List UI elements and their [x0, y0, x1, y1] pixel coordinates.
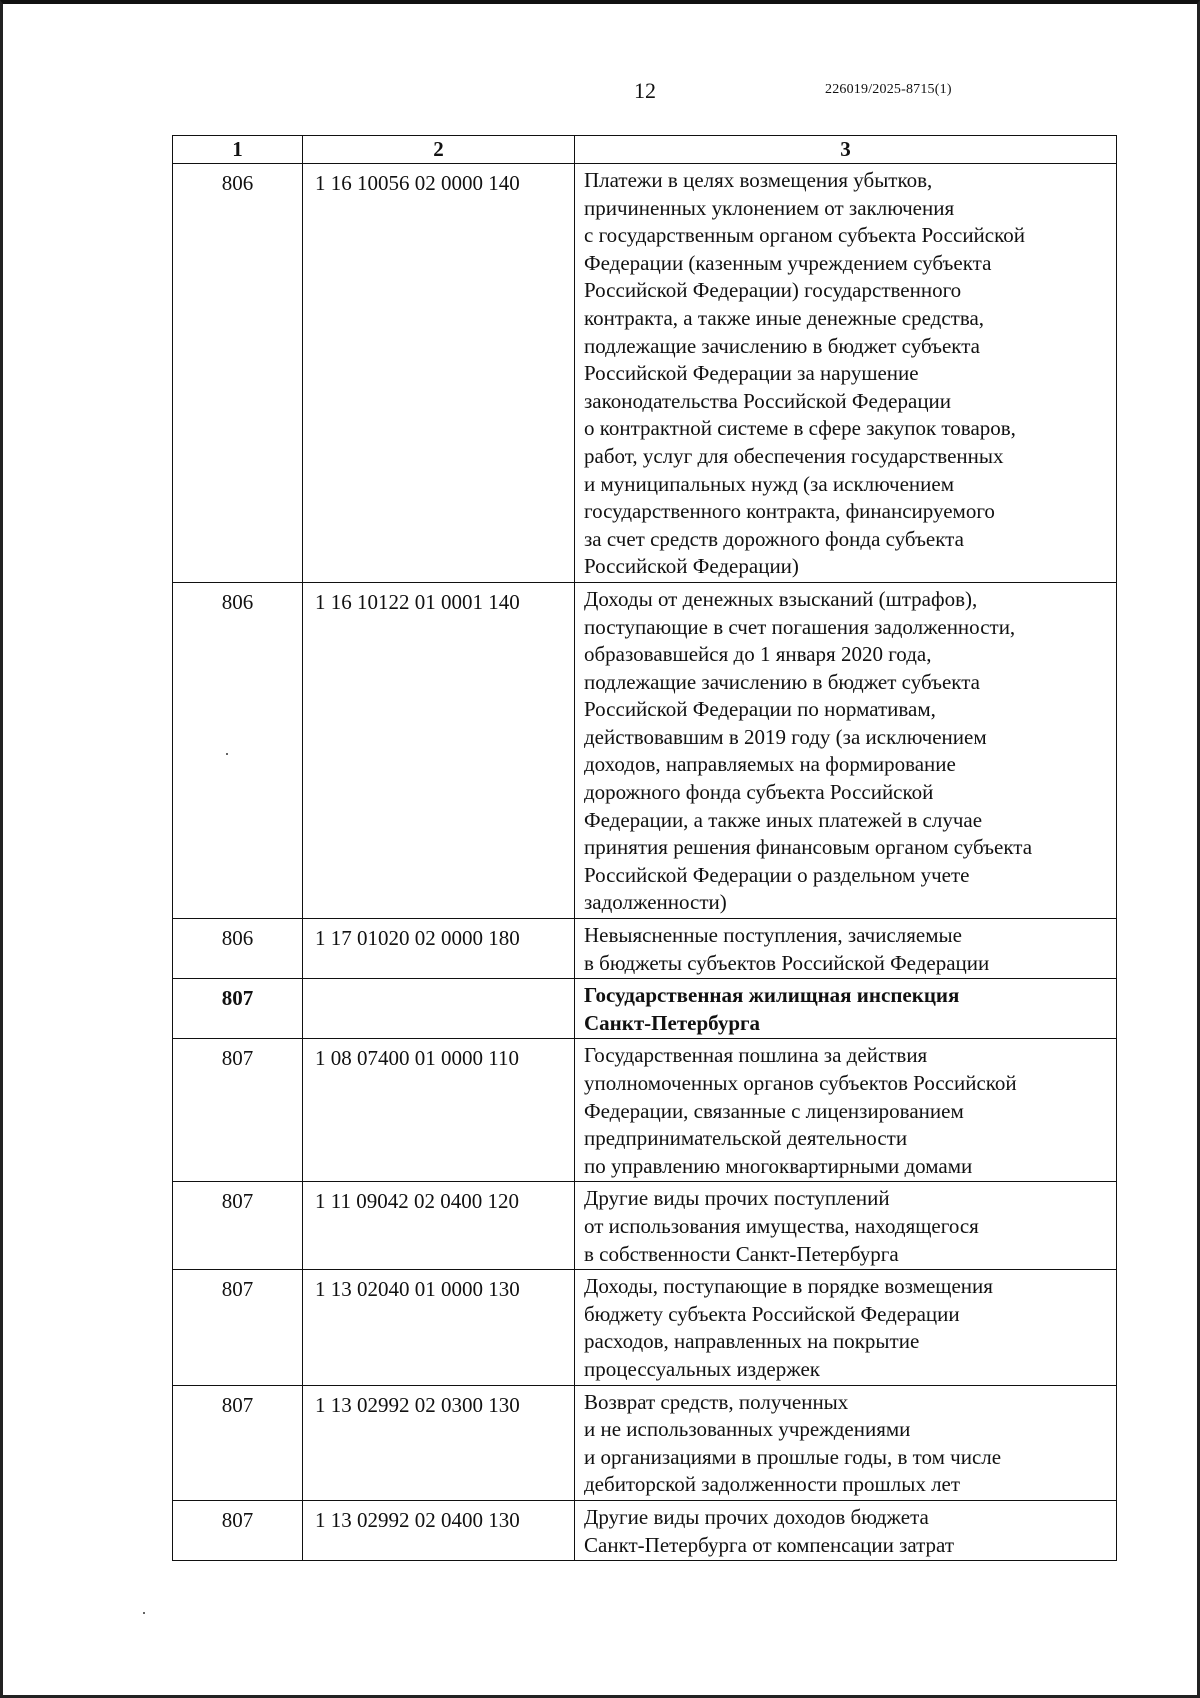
budget-classification-code-cell: 1 13 02992 02 0300 130	[303, 1385, 575, 1500]
description-line: в бюджеты субъектов Российской Федерации	[584, 950, 990, 975]
department-code-cell: 807	[173, 1500, 303, 1560]
description-line: Федерации, а также иных платежей в случае	[584, 807, 983, 832]
description-line: дебиторской задолженности прошлых лет	[584, 1472, 961, 1497]
table-row	[173, 1500, 1117, 1560]
revenue-description-cell	[575, 919, 1117, 979]
description-line: в собственности Санкт-Петербурга	[584, 1241, 899, 1266]
revenue-description-cell	[575, 1039, 1117, 1182]
description-line: задолженности)	[584, 890, 727, 915]
description-line: Доходы от денежных взысканий (штрафов),	[584, 586, 978, 611]
department-code-cell: 807	[173, 1039, 303, 1182]
description-line: образовавшейся до 1 января 2020 года,	[584, 642, 932, 667]
description-line: бюджету субъекта Российской Федерации	[584, 1301, 960, 1326]
page-number: 12	[634, 78, 656, 103]
description-line: с государственным органом субъекта Российской	[584, 223, 1025, 248]
table-row	[173, 1182, 1117, 1270]
description-line: Доходы, поступающие в порядке возмещения	[584, 1274, 993, 1299]
description-line: законодательства Российской Федерации	[584, 388, 952, 413]
department-code-cell: 807	[173, 1385, 303, 1500]
description-line: контракта, а также иные денежные средства,	[584, 305, 985, 330]
description-line: Российской Федерации) государственного	[584, 278, 962, 303]
description-line: дорожного фонда субъекта Российской	[584, 780, 934, 805]
scan-speck	[226, 753, 228, 755]
revenue-description-cell	[575, 1500, 1117, 1560]
description-line: от использования имущества, находящегося	[584, 1213, 979, 1238]
table-row	[173, 979, 1117, 1039]
budget-codes-table	[172, 135, 1117, 1561]
revenue-description-cell	[575, 1270, 1117, 1385]
budget-classification-code-cell: 1 17 01020 02 0000 180	[303, 919, 575, 979]
description-line: и не использованных учреждениями	[584, 1417, 911, 1442]
budget-codes-table-container	[172, 135, 1116, 1561]
budget-classification-code-cell: 1 11 09042 02 0400 120	[303, 1182, 575, 1270]
table-body	[173, 164, 1117, 1561]
description-line: предпринимательской деятельности	[584, 1126, 908, 1151]
description-line: за счет средств дорожного фонда субъекта	[584, 526, 964, 551]
column-header-2: 2	[303, 136, 575, 164]
department-code-cell: 806	[173, 582, 303, 918]
table-header-row	[173, 136, 1117, 164]
description-line: Платежи в целях возмещения убытков,	[584, 168, 933, 192]
description-line: государственного контракта, финансируемого	[584, 499, 995, 524]
description-line: Российской Федерации о раздельном учете	[584, 862, 970, 887]
description-line: доходов, направляемых на формирование	[584, 752, 956, 777]
description-line: Возврат средств, полученных	[584, 1389, 849, 1414]
description-line: причиненных уклонением от заключения	[584, 195, 955, 220]
description-line: о контрактной системе в сфере закупок товаров,	[584, 416, 1016, 441]
table-row	[173, 1039, 1117, 1182]
budget-classification-code-cell	[303, 979, 575, 1039]
description-line: Российской Федерации по нормативам,	[584, 697, 936, 722]
description-line: Государственная пошлина за действия	[584, 1043, 928, 1068]
budget-classification-code-cell: 1 16 10056 02 0000 140	[303, 164, 575, 583]
budget-classification-code-cell: 1 16 10122 01 0001 140	[303, 582, 575, 918]
table-row	[173, 582, 1117, 918]
description-line: работ, услуг для обеспечения государственных	[584, 443, 1004, 468]
description-line: подлежащие зачислению в бюджет субъекта	[584, 333, 980, 358]
document-reference: 226019/2025-8715(1)	[825, 82, 952, 97]
description-line: и муниципальных нужд (за исключением	[584, 471, 954, 496]
scan-speck	[143, 1612, 145, 1614]
department-code-cell: 807	[173, 1270, 303, 1385]
department-code-cell: 807	[173, 1182, 303, 1270]
department-code-cell: 806	[173, 164, 303, 583]
description-line: и организациями в прошлые годы, в том числе	[584, 1444, 1002, 1469]
budget-classification-code-cell: 1 13 02992 02 0400 130	[303, 1500, 575, 1560]
description-line: Невыясненные поступления, зачисляемые	[584, 923, 962, 948]
department-code-cell: 806	[173, 919, 303, 979]
description-line: подлежащие зачислению в бюджет субъекта	[584, 669, 980, 694]
table-row	[173, 164, 1117, 583]
description-line: расходов, направленных на покрытие	[584, 1329, 920, 1354]
description-line: Российской Федерации за нарушение	[584, 361, 919, 386]
revenue-description-cell	[575, 164, 1117, 583]
revenue-description-cell	[575, 582, 1117, 918]
description-line: принятия решения финансовым органом субъекта	[584, 835, 1033, 860]
column-header-3: 3	[575, 136, 1117, 164]
description-line: Санкт-Петербурга	[584, 1010, 761, 1035]
column-header-1: 1	[173, 136, 303, 164]
revenue-description-cell	[575, 979, 1117, 1039]
table-row	[173, 1270, 1117, 1385]
description-line: Санкт-Петербурга от компенсации затрат	[584, 1532, 955, 1557]
description-line: Российской Федерации)	[584, 554, 799, 579]
description-line: Другие виды прочих доходов бюджета	[584, 1504, 929, 1529]
table-row	[173, 919, 1117, 979]
description-line: Федерации (казенным учреждением субъекта	[584, 250, 992, 275]
description-line: уполномоченных органов субъектов Российской	[584, 1071, 1017, 1095]
description-line: процессуальных издержек	[584, 1356, 820, 1381]
description-line: Государственная жилищная инспекция	[584, 983, 960, 1008]
department-code-cell: 807	[173, 979, 303, 1039]
description-line: поступающие в счет погашения задолженности,	[584, 614, 1016, 639]
description-line: Федерации, связанные с лицензированием	[584, 1098, 964, 1123]
budget-classification-code-cell: 1 13 02040 01 0000 130	[303, 1270, 575, 1385]
description-line: по управлению многоквартирными домами	[584, 1153, 973, 1178]
budget-classification-code-cell: 1 08 07400 01 0000 110	[303, 1039, 575, 1182]
table-row	[173, 1385, 1117, 1500]
revenue-description-cell	[575, 1182, 1117, 1270]
description-line: действовавшим в 2019 году (за исключением	[584, 724, 987, 749]
description-line: Другие виды прочих поступлений	[584, 1186, 890, 1211]
revenue-description-cell	[575, 1385, 1117, 1500]
